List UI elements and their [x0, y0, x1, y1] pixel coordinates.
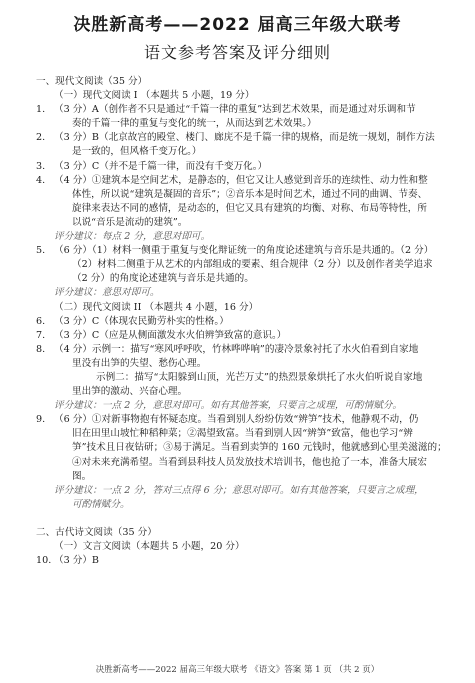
answer-line: （3 分）C（并不是千篇一律，而没有千变万化。） — [54, 160, 268, 172]
item-number: 6. — [36, 315, 46, 327]
answer-item-6 — [36, 315, 456, 329]
answer-line: （4 分）①建筑本是空间艺术，是静态的，但它又让人感觉到音乐的连续性、动力性和整 — [54, 174, 428, 186]
answer-line: 图。 — [72, 470, 92, 482]
answer-line: 旧在田里山坡忙种稻种菜；②渴望致富。当看到别人因“辨笋”致富，他也学习“辨 — [72, 428, 413, 440]
scoring-note: 评分建议：每点 2 分，意思对即可。 — [54, 231, 211, 243]
item-number: 7. — [36, 329, 46, 341]
answer-line: （3 分）B — [54, 555, 99, 567]
answer-line: 奏的千篇一律的重复与变化的统一，从而达到艺术效果。） — [72, 118, 317, 130]
subsection-heading: （一）现代文阅读 I （本题共 5 小题，19 分） — [54, 90, 255, 102]
answer-line: （6 分）（1）材料一侧重于重复与变化辩证统一的角度论述建筑与音乐是共通的。（2 分） — [54, 245, 434, 257]
answer-content — [36, 75, 456, 568]
answer-line: ④对未来充满希望。当看到县科技人员发放技术培训书，他也抢了一本，准备大展宏 — [72, 456, 427, 468]
page-footer: 决胜新高考——2022 届高三年级大联考 《语文》答案 第 1 页 （共 2 页） — [95, 665, 380, 675]
answer-item-9 — [36, 413, 456, 512]
answer-line: 笋”技术且日夜钻研；③易于满足。当看到卖笋的 160 元钱时，他就感到心里美滋滋的； — [72, 442, 447, 454]
answer-line: （6 分）①对新事物抱有怀疑态度。当看到别人纷纷仿效“辨笋”技术，他静观不动，仍 — [54, 414, 419, 426]
page-title: 决胜新高考——2022 届高三年级大联考 — [73, 15, 402, 35]
answer-line: 体性，所以说“建筑是凝固的音乐”；②音乐本是时间艺术，通过不同的曲调、节奏、 — [72, 188, 428, 200]
answer-line: （3 分）A（创作者不只是通过“千篇一律的重复”达到艺术效果，而是通过对乐调和节 — [54, 104, 416, 116]
scoring-note: 评分建议：一点 2 分，答对三点得 6 分；意思对即可。如有其他答案，只要言之成理， — [54, 484, 424, 496]
answer-item-5 — [36, 244, 456, 300]
section-heading: 二、古代诗文阅读（35 分） — [36, 526, 157, 538]
item-number: 9. — [36, 414, 46, 426]
answer-line: （2）材料二侧重于从艺术的内部组成的要素、组合规律（2 分）以及创作者美学追求 — [72, 259, 433, 271]
answer-item-1 — [36, 103, 456, 131]
answer-line: 里出笋的激动、兴奋心理。 — [72, 386, 188, 398]
answer-item-3 — [36, 160, 456, 174]
spacer — [36, 512, 456, 526]
answer-item-8 — [36, 343, 456, 413]
item-number: 4. — [36, 174, 46, 186]
answer-item-4 — [36, 174, 456, 244]
scoring-note: 评分建议：一点 2 分，意思对即可。如有其他答案，只要言之成理，可酌情赋分。 — [54, 400, 402, 412]
answer-line: 里没有出笋的失望、愁伤心理。 — [72, 357, 207, 369]
subsection-heading: （一）文言文阅读（本题共 5 小题，20 分） — [54, 541, 245, 552]
item-number: 1. — [36, 104, 46, 116]
answer-item-7 — [36, 329, 456, 343]
item-number: 8. — [36, 343, 46, 355]
item-number: 10. — [36, 555, 52, 567]
section-heading: 一、现代文阅读（35 分） — [36, 76, 148, 87]
item-number: 3. — [36, 160, 46, 172]
answer-line: （3 分）C（体现农民勤劳朴实的性格。） — [54, 315, 229, 327]
answer-line: 是一致的，但风格千变万化。） — [72, 146, 202, 158]
subsection-heading: （二）现代文阅读 II （本题共 4 小题，16 分） — [54, 301, 259, 313]
scoring-note: 可酌情赋分。 — [72, 498, 130, 510]
item-number: 5. — [36, 245, 46, 257]
answer-line: 旋律来表达不同的感情，是动态的，但它又具有建筑的均衡、对称、布局等特性，所 — [72, 202, 427, 214]
answer-item-2 — [36, 131, 456, 159]
answer-line: 以说“音乐是流动的建筑”。 — [72, 216, 188, 228]
page-subtitle: 语文参考答案及评分细则 — [143, 43, 331, 62]
answer-line: 示例二：描写“太阳躲到山顶，光芒万丈”的热烈景象烘托了水火伯听说自家地 — [96, 371, 423, 383]
answer-line: （4 分）示例一：描写“寒风呼呼吹，竹林哗哗响”的凄冷景象衬托了水火伯看到自家地 — [54, 343, 419, 355]
answer-line: （2 分）的角度论述建筑与音乐是共通的。 — [72, 273, 254, 285]
answer-line: （3 分）B（北京故宫的殿堂、楼门、廊庑不是千篇一律的规格，而是统一规划，制作方法 — [54, 132, 435, 144]
item-number: 2. — [36, 132, 46, 144]
answer-item-10 — [36, 554, 456, 568]
scoring-note: 评分建议：意思对即可。 — [54, 287, 160, 299]
answer-line: （3 分）C（应是从侧面激发水火伯辨笋致富的意识。） — [54, 329, 287, 341]
